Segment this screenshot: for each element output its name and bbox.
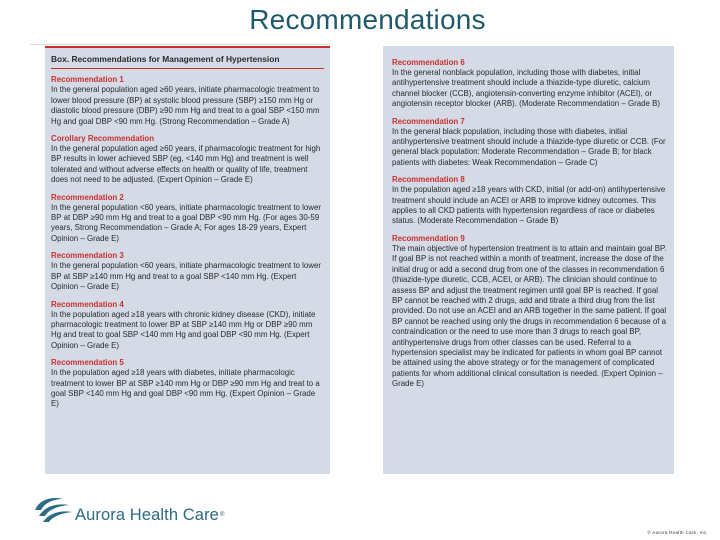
recommendation-heading: Recommendation 4 xyxy=(51,299,124,309)
recommendation-text: In the general population <60 years, initiate pharmacologic treatment to lower BP at DBP ≥90 mm Hg and treat to a goal DBP <90 mm Hg. (For ages 30-59 years, Strong Recommendation – Grade A; For ages 18-29 years, Expert Opinion – Grade E) xyxy=(51,202,321,243)
recommendation-text: In the general population aged ≥60 years, if pharmacologic treatment for high BP results in lower achieved SBP (eg, <140 mm Hg) and treatment is well tolerated and without adverse effects on health or quality of life, treatment does not need to be adjusted. (Expert Opinion – Grade E) xyxy=(51,144,321,185)
recommendation-text: The main objective of hypertension treatment is to attain and maintain goal BP. If goal BP is not reached within a month of treatment, increase the dose of the initial drug or add a second drug from one of the classes in recommendation 6 (thiazide-type diuretic, CCB, ACEI, or ARB). The clinician should continue to assess BP and adjust the treatment regimen until goal BP is reached. If goal BP cannot be reached with 2 drugs, add and titrate a third drug from the list provided. Do not use an ACEI and an ARB together in the same patient. If goal BP cannot be reached using only the drugs in recommendation 6 because of a contraindication or the need to use more than 3 drugs to reach goal BP, antihypertensive drugs from other classes can be used. Referral to a hypertension specialist may be indicated for patients in whom goal BP cannot be attained using the above strategy or for the management of complicated patients for whom additional clinical consultation is needed. (Expert Opinion – Grade E) xyxy=(392,243,667,389)
aurora-swoosh-icon xyxy=(33,494,73,524)
recommendation-4 xyxy=(51,300,324,352)
slide-title: Recommendations xyxy=(249,4,486,35)
recommendation-2 xyxy=(51,193,324,245)
recommendation-heading: Recommendation 2 xyxy=(51,192,124,202)
recommendation-9 xyxy=(392,234,667,390)
recommendation-heading: Corollary Recommendation xyxy=(51,134,155,144)
recommendation-6 xyxy=(392,58,667,110)
recommendation-1 xyxy=(51,75,324,127)
recommendation-8 xyxy=(392,175,667,227)
title-divider xyxy=(30,44,330,45)
recommendations-box-left xyxy=(45,46,330,474)
recommendations-box-right xyxy=(383,46,674,474)
recommendation-text: In the general population aged ≥60 years, initiate pharmacologic treatment to lower blood pressure (BP) at systolic blood pressure (SBP) ≥150 mm Hg or diastolic blood pressure (DBP) ≥90 mm Hg and treat to a goal SBP <150 mm Hg and goal DBP <90 mm Hg. (Strong Recommendation – Grade A) xyxy=(51,85,320,126)
recommendation-heading: Recommendation 5 xyxy=(51,358,124,368)
recommendation-heading: Recommendation 1 xyxy=(51,75,124,85)
recommendation-text: In the general black population, including those with diabetes, initial antihypertensive treatment should include a thiazide-type diuretic or CCB. (For general black population: Moderate Recommendation – Grade B; for black patients with diabetes: Weak Recommendation – Grade C) xyxy=(392,126,666,167)
recommendation-heading: Recommendation 8 xyxy=(392,175,465,185)
recommendation-heading: Recommendation 6 xyxy=(392,58,465,67)
copyright-notice: © Aurora Health Care, Inc. xyxy=(647,530,708,535)
corollary-recommendation xyxy=(51,134,324,186)
recommendation-text: In the population aged ≥18 years with CKD, initial (or add-on) antihypertensive treatment should include an ACEI or ARB to improve kidney outcomes. This applies to all CKD patients with hypertension regardless of race or diabetes status. (Moderate Recommendation – Grade B) xyxy=(392,185,666,226)
logo-text: Aurora Health Care xyxy=(75,505,219,524)
recommendation-text: In the general population <60 years, initiate pharmacologic treatment to lower BP at SBP ≥140 mm Hg and treat to a goal SBP <140 mm Hg. (Expert Opinion – Grade E) xyxy=(51,261,321,292)
registered-mark: ® xyxy=(219,512,225,518)
recommendation-heading: Recommendation 9 xyxy=(392,233,465,243)
recommendation-7 xyxy=(392,117,667,169)
recommendation-heading: Recommendation 3 xyxy=(51,251,124,261)
recommendation-5 xyxy=(51,358,324,410)
recommendation-text: In the population aged ≥18 years with diabetes, initiate pharmacologic treatment to lower BP at SBP ≥140 mm Hg or DBP ≥90 mm Hg and treat to a goal SBP <140 mm Hg and goal DBP <90 mm Hg. (Expert Opinion – Grade E) xyxy=(51,368,320,409)
box-title: Box. Recommendations for Management of Hypertension xyxy=(51,52,324,69)
recommendation-text: In the general nonblack population, including those with diabetes, initial antihypertensive treatment should include a thiazide-type diuretic, calcium channel blocker (CCB), angiotensin-converting enzyme inhibitor (ACEI), or angiotensin receptor blocker (ARB). (Moderate Recommendation – Grade B) xyxy=(392,68,660,109)
aurora-logo xyxy=(33,492,224,526)
recommendation-text: In the population aged ≥18 years with chronic kidney disease (CKD), initiate pharmacologic treatment to lower BP at SBP ≥140 mm Hg or DBP ≥90 mm Hg and treat to goal SBP <140 mm Hg and goal DBP <90 mm Hg. (Expert Opinion – Grade E) xyxy=(51,309,316,350)
recommendation-heading: Recommendation 7 xyxy=(392,116,465,126)
recommendation-3 xyxy=(51,251,324,292)
